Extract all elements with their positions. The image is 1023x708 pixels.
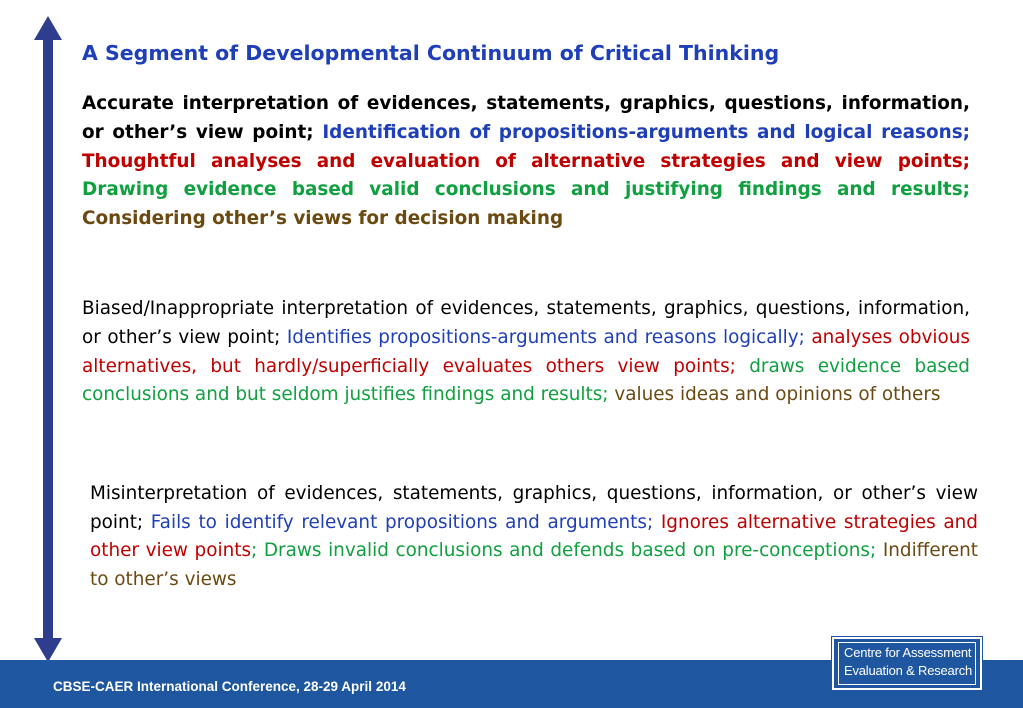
slide-title: A Segment of Developmental Continuum of Critical Thinking <box>82 41 780 65</box>
others-views-text: Indifferent to other’s views <box>90 540 978 590</box>
conclusions-text: ; Draws invalid conclusions and defends based on pre-conceptions; <box>251 540 877 562</box>
others-views-text: values ideas and opinions of others <box>614 384 941 406</box>
logo-line-2: Evaluation & Research <box>844 663 973 678</box>
others-views-text: Considering other’s views for decision making <box>82 208 564 230</box>
identification-text: Identifies propositions-arguments and reasons logically; <box>286 326 805 348</box>
identification-text: Identification of propositions-arguments and logical reasons; <box>322 121 970 143</box>
conclusions-text: Drawing evidence based valid conclusions and justifying findings and results; <box>82 179 970 201</box>
conclusions-text: draws evidence based conclusions and but seldom justifies findings and results; <box>82 355 970 406</box>
analysis-text: Thoughtful analyses and evaluation of alternative strategies and view points; <box>82 150 970 172</box>
continuum-level-beginning <box>90 480 978 594</box>
footer-conference-text: CBSE-CAER International Conference, 28-29 April 2014 <box>53 679 406 694</box>
interpretation-text: Misinterpretation of evidences, statements, graphics, questions, information, or other’s view point; <box>90 483 978 533</box>
continuum-level-advanced <box>82 90 970 234</box>
interpretation-text: Accurate interpretation of evidences, statements, graphics, questions, information, or other’s view point; <box>82 93 970 143</box>
continuum-level-developing <box>82 295 970 410</box>
analysis-text: Ignores alternative strategies and other view points <box>90 511 978 562</box>
interpretation-text: Biased/Inappropriate interpretation of evidences, statements, graphics, questions, information, or other’s view point; <box>82 298 970 348</box>
identification-text: Fails to identify relevant propositions and arguments; <box>150 511 654 533</box>
caer-logo <box>832 637 982 690</box>
double-headed-arrow-icon <box>34 16 62 662</box>
analysis-text: analyses obvious alternatives, but hardly/superficially evaluates others view points; <box>82 326 970 377</box>
logo-line-1: Centre for Assessment <box>844 645 972 660</box>
